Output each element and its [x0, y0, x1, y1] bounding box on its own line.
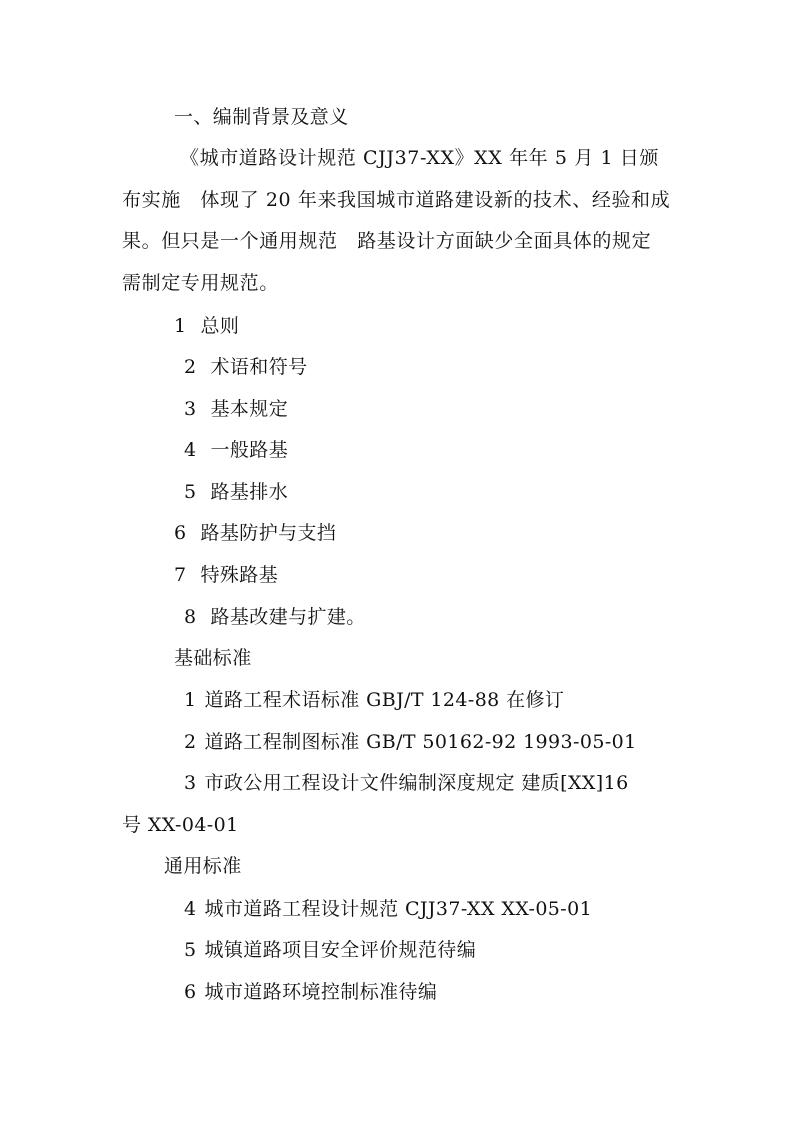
- subsection-heading-general-standards: 通用标准: [164, 855, 242, 877]
- standard-number: 3: [184, 772, 197, 794]
- standard-number: 4: [184, 898, 197, 920]
- chapter-title: 路基改建与扩建。: [210, 606, 366, 628]
- standard-number: 6: [184, 981, 197, 1003]
- section-heading: 一、编制背景及意义: [174, 106, 349, 128]
- subsection-heading-basic-standards: 基础标准: [174, 647, 252, 669]
- chapter-number: 1: [174, 315, 187, 337]
- standard-text: 道路工程术语标准 GBJ/T 124-88 在修订: [204, 689, 565, 711]
- chapter-number: 7: [174, 564, 187, 586]
- chapter-title: 特殊路基: [200, 564, 279, 586]
- chapter-number: 8: [184, 606, 197, 628]
- chapter-title: 基本规定: [210, 398, 289, 420]
- chapter-title: 路基防护与支挡: [200, 522, 337, 544]
- standard-item: [184, 730, 637, 754]
- standard-number: 2: [184, 731, 197, 753]
- intro-paragraph: 《城市道路设计规范 CJJ37-XX》XX 年年 5 月 1 日颁布实施 体现了 20 年来我国城市道路建设新的技术、经验和成果。但只是一个通用规范 路基设计方面缺少全面具体的规定 需制定专用规范。: [122, 147, 671, 294]
- chapter-title: 术语和符号: [210, 356, 308, 378]
- chapter-title: 路基排水: [210, 481, 289, 503]
- standard-item: [184, 897, 592, 921]
- chapter-number: 4: [184, 439, 197, 461]
- chapter-item: [174, 314, 239, 338]
- standard-text: 市政公用工程设计文件编制深度规定 建质[XX]16: [204, 772, 629, 794]
- standard-number: 5: [184, 939, 197, 961]
- chapter-item: [184, 355, 308, 379]
- chapter-item: [184, 480, 288, 504]
- chapter-item: [184, 438, 288, 462]
- chapter-title: 总则: [200, 315, 240, 337]
- standard-item: [184, 771, 629, 795]
- standard-item: [184, 938, 476, 962]
- chapter-item: [174, 521, 336, 545]
- chapter-number: 6: [174, 522, 187, 544]
- standard-item: [184, 980, 437, 1004]
- standard-text: 城镇道路项目安全评价规范待编: [204, 939, 477, 961]
- chapter-number: 5: [184, 481, 197, 503]
- chapter-title: 一般路基: [210, 439, 289, 461]
- standard-text: 城市道路工程设计规范 CJJ37-XX XX-05-01: [204, 898, 593, 920]
- chapter-number: 2: [184, 356, 197, 378]
- chapter-item: [174, 563, 278, 587]
- chapter-item: [184, 397, 288, 421]
- standard-text: 城市道路环境控制标准待编: [204, 981, 438, 1003]
- standard-text: 道路工程制图标准 GB/T 50162-92 1993-05-01: [204, 731, 637, 753]
- standard-number: 1: [184, 689, 197, 711]
- standard-item: [184, 688, 564, 712]
- chapter-item: [184, 605, 366, 629]
- standard-item-continuation: 号 XX-04-01: [122, 814, 239, 836]
- chapter-number: 3: [184, 398, 197, 420]
